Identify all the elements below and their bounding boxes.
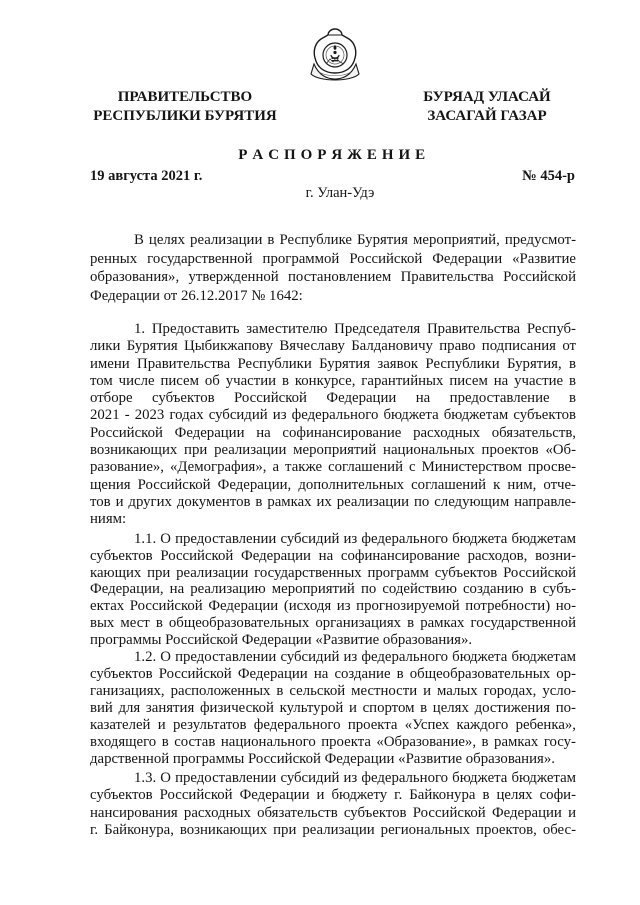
paragraph-1-3 [90, 770, 576, 839]
text-line: вых мест в общеобразовательных организациях в рамках государственной [90, 614, 576, 631]
text-line: 2021 - 2023 годах субсидий из федерального бюджета бюджетам субъектов [90, 407, 576, 424]
text-line: Российской Федерации на софинансирование расходных обязательств, [90, 424, 576, 441]
text-line: вий для занятия физической культурой и спортом в целях достижения по- [90, 700, 576, 716]
text-line: входящего в состав национального проекта «Образование», в рамках госу- [90, 734, 576, 750]
text-line: ганизациях, расположенных в сельской местности и малых городах, усло- [90, 683, 576, 699]
header-left-line-2: РЕСПУБЛИКИ БУРЯТИЯ [93, 108, 277, 124]
text-line: г. Байконура, возникающих при реализации региональных проектов, обес- [90, 821, 576, 838]
paragraph-1-2 [90, 649, 576, 768]
text-line: программы Российской Федерации «Развитие образования». [90, 631, 473, 648]
text-line: возникающих при реализации мероприятий национальных проектов «Об- [90, 442, 576, 459]
text-line: 1.1. О предоставлении субсидий из федерального бюджета бюджетам [134, 531, 576, 547]
document-title: Р А С П О Р Я Ж Е Н И Е [238, 147, 426, 163]
text-line: Федерации от 26.12.2017 № 1642: [90, 287, 303, 304]
document-place: г. Улан-Удэ [305, 185, 375, 201]
text-line: щения Российской Федерации, дополнительных соглашений к ним, отче- [90, 476, 576, 493]
text-line: 1. Предоставить заместителю Председателя Правительства Респуб- [134, 321, 576, 337]
text-line: 1.2. О предоставлении субсидий из федерального бюджета бюджетам [134, 649, 576, 665]
text-line: дарственной программы Российской Федерации «Развитие образования». [90, 751, 555, 767]
coat-of-arms-emblem [309, 26, 361, 84]
text-line: отборе субъектов Российской Федерации на предоставление в [90, 390, 576, 407]
text-line: образования», утвержденной постановлением Правительства Российской [90, 269, 576, 286]
text-line: разование», «Демография», а также соглашений с Министерством просве- [90, 459, 576, 476]
coat-of-arms-icon [309, 26, 361, 84]
text-line: имени Правительства Республики Бурятия заявок Республики Бурятия, в [90, 355, 576, 372]
text-line: субъектов Российской Федерации и бюджету г. Байконура в целях софи- [90, 787, 576, 804]
text-line: нансирования расходных обязательств субъектов Российской Федерации и [90, 804, 576, 821]
text-line: кающих при реализации государственных программ субъектов Российской [90, 564, 576, 581]
text-line: 1.3. О предоставлении субсидий из федерального бюджета бюджетам [134, 770, 576, 786]
header-right-line-2: ЗАСАГАЙ ГАЗАР [427, 108, 547, 124]
header-right-line-1: БУРЯАД УЛАСАЙ [423, 89, 551, 105]
text-line: ренных государственной программой Российской Федерации «Развитие [90, 250, 576, 267]
text-line: Федерации, на реализацию мероприятий по содействию созданию в субъ- [90, 581, 576, 598]
text-line: лики Бурятия Цыбикжапову Вячеславу Балдановичу право подписания от [90, 338, 576, 355]
paragraph-preamble [90, 231, 576, 305]
text-line: В целях реализации в Республике Бурятия мероприятий, предусмот- [134, 232, 576, 248]
text-line: том числе писем об участии в конкурсе, гарантийных писем на участие в [90, 372, 576, 389]
text-line: ектах Российской Федерации (исходя из прогнозируемой потребности) но- [90, 598, 576, 615]
text-line: субъектов Российской Федерации на создание в общеобразовательных ор- [90, 666, 576, 682]
text-line: казателей и результатов федерального проекта «Успех каждого ребенка», [90, 717, 576, 733]
document-number: № 454-р [522, 168, 575, 184]
text-line: субъектов Российской Федерации на софинансирование расходов, возни- [90, 547, 576, 564]
text-line: ниям: [90, 511, 127, 528]
paragraph-1-1 [90, 531, 576, 649]
paragraph-1 [90, 321, 576, 529]
document-date: 19 августа 2021 г. [90, 168, 203, 184]
government-name-russian [80, 88, 290, 126]
header-left-line-1: ПРАВИТЕЛЬСТВО [117, 89, 253, 105]
text-line: тов и других документов в рамках их реализации по следующим направле- [90, 493, 576, 510]
government-name-buryat [392, 88, 582, 126]
